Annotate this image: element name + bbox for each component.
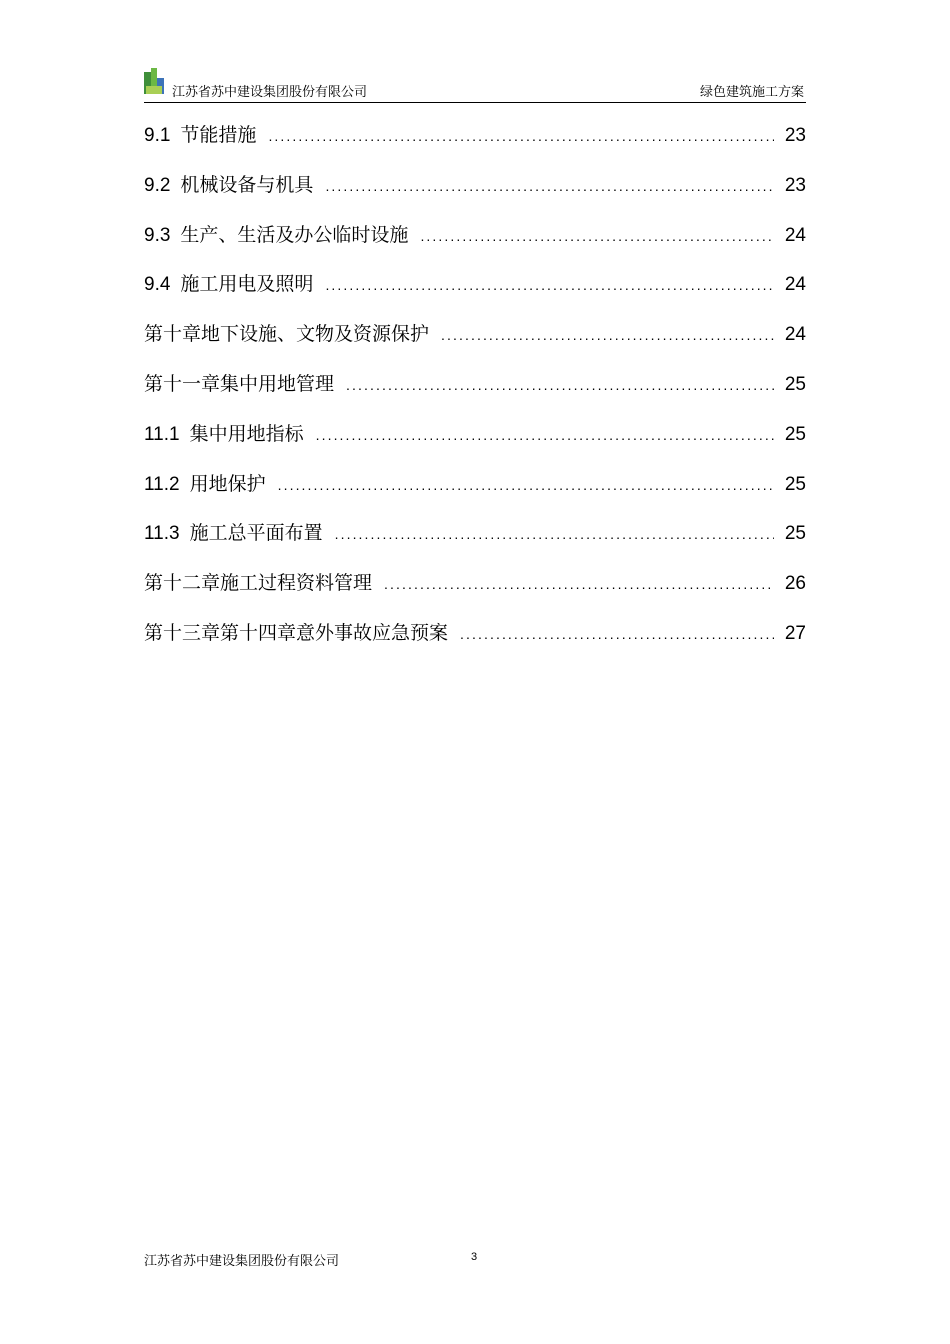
page-header: [144, 68, 806, 103]
toc-entry-title: 第十章地下设施、文物及资源保护: [144, 323, 430, 346]
toc-dot-leader: [384, 576, 774, 592]
toc-dot-leader: [460, 626, 774, 642]
toc-dot-leader: [325, 178, 774, 194]
toc-entry-title: 生产、生活及办公临时设施: [180, 223, 409, 246]
toc-entry[interactable]: [144, 319, 806, 369]
toc-entry-page: 25: [784, 423, 806, 445]
toc-entry-title: 第十二章施工过程资料管理: [144, 572, 373, 595]
toc-entry-page: 24: [784, 274, 806, 296]
toc-entry-page: 23: [784, 125, 806, 146]
toc-dot-leader: [316, 427, 774, 443]
toc-entry[interactable]: [144, 419, 806, 469]
toc-entry[interactable]: [144, 618, 806, 668]
toc-dot-leader: [335, 526, 774, 542]
header-document-title: 绿色建筑施工方案: [699, 85, 804, 100]
toc-entry-title: 机械设备与机具: [180, 173, 314, 196]
toc-entry-page: 23: [784, 174, 806, 196]
toc-dot-leader: [325, 277, 774, 293]
toc-entry-page: 25: [784, 473, 806, 495]
page-footer: [144, 1248, 806, 1268]
toc-entry[interactable]: [144, 269, 806, 319]
toc-entry-number: 9.4: [144, 274, 171, 296]
toc-entry-number: 9.3: [144, 224, 171, 246]
toc-entry-page: 25: [784, 523, 806, 545]
toc-entry[interactable]: [144, 220, 806, 270]
toc-entry[interactable]: [144, 469, 806, 519]
toc-entry-title: 第十三章第十四章意外事故应急预案: [144, 621, 449, 644]
page-number: 3: [471, 1251, 478, 1263]
toc-dot-leader: [441, 327, 774, 343]
toc-entry-number: 11.2: [144, 473, 180, 495]
toc-entry-page: 27: [784, 622, 806, 644]
toc-entry-title: 施工总平面布置: [189, 522, 323, 545]
toc-entry-title: 集中用地指标: [189, 422, 304, 445]
header-company-name: 江苏省苏中建设集团股份有限公司: [172, 85, 368, 100]
toc-entry[interactable]: [144, 369, 806, 419]
toc-entry[interactable]: [144, 518, 806, 568]
toc-entry-number: 9.1: [144, 125, 171, 146]
toc-dot-leader: [268, 128, 774, 144]
toc-entry-title: 第十一章集中用地管理: [144, 372, 335, 395]
toc-dot-leader: [278, 477, 774, 493]
toc-entry[interactable]: [144, 568, 806, 618]
toc-entry-number: 11.3: [144, 523, 180, 545]
toc-entry-title: 用地保护: [189, 472, 266, 495]
toc-entry-page: 26: [784, 573, 806, 595]
toc-entry-page: 24: [784, 324, 806, 346]
toc-dot-leader: [346, 377, 774, 393]
toc-entry-title: 节能措施: [180, 124, 257, 146]
toc-entry-title: 施工用电及照明: [180, 273, 314, 296]
toc-entry[interactable]: [144, 120, 806, 170]
toc-entry-number: 11.1: [144, 423, 180, 445]
toc-entry-page: 24: [784, 224, 806, 246]
toc-entry-page: 25: [784, 373, 806, 395]
toc-entry-number: 9.2: [144, 174, 171, 196]
footer-company-name: 江苏省苏中建设集团股份有限公司: [144, 1254, 340, 1269]
company-logo-icon: [144, 68, 164, 94]
toc-dot-leader: [420, 228, 774, 244]
toc-entry[interactable]: [144, 170, 806, 220]
table-of-contents: [144, 120, 806, 668]
